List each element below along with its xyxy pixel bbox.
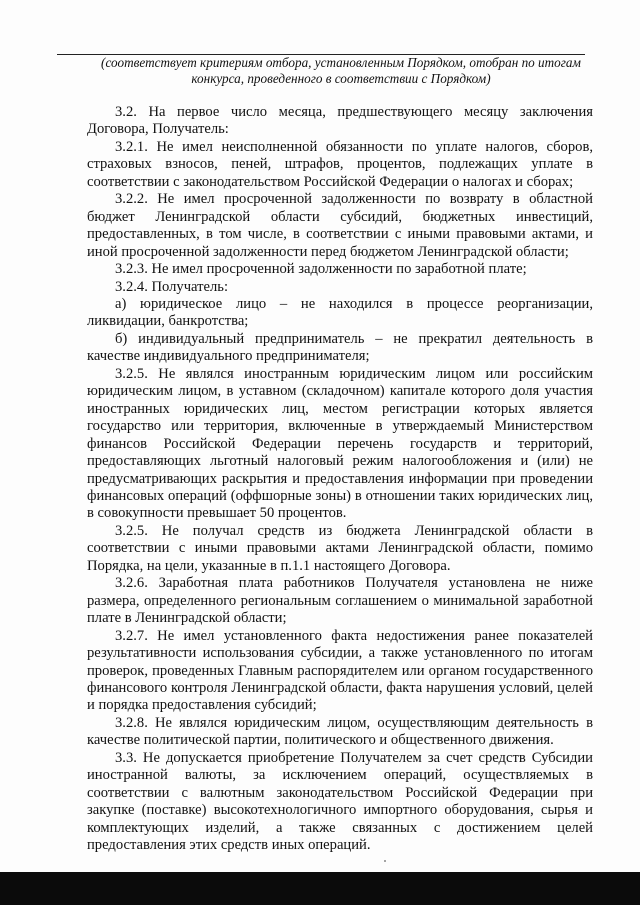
scan-bottom-edge [0,872,640,905]
clause-3-2-2: 3.2.2. Не имел просроченной задолженности по возврату в областной бюджет Ленинградской области субсидий, бюджетных инвестиций, предоставленных, в том числе, в соответствии с иными правовыми актами, и иной просроченной задолженности перед бюджетом Ленинградской области; [87,191,593,260]
header-note [57,55,625,87]
clause-3-2: 3.2. На первое число месяца, предшествующего месяцу заключения Договора, Получатель: [87,104,593,138]
header-note-line-1: (соответствует критериям отбора, установленным Порядком, отобран по итогам [101,55,581,70]
clause-3-3: 3.3. Не допускается приобретение Получателем за счет средств Субсидии иностранной валюты, за исключением операций, осуществляемых в соответствии с валютным законодательством Российской Федерации при закупке (поставке) высокотехнологичного импортного оборудования, сырья и комплектующих изделий, а также связанных с достижением целей предоставления этих средств иных операций. [87,749,593,854]
clause-3-2-1: 3.2.1. Не имел неисполненной обязанности по уплате налогов, сборов, страховых взносов, пеней, штрафов, процентов, подлежащих уплате в соответствии с законодательством Российской Федерации о налогах и сборах; [87,138,593,190]
clause-3-2-8: 3.2.8. Не являлся юридическим лицом, осуществляющим деятельность в качестве политической партии, политического и общественного движения. [87,714,593,749]
clause-3-2-4-a: а) юридическое лицо – не находился в процессе реорганизации, ликвидации, банкротства; [87,295,593,330]
header-note-line-2: конкурса, проведенного в соответствии с Порядком) [191,71,491,86]
clause-3-2-3: 3.2.3. Не имел просроченной задолженности по заработной плате; [115,261,527,278]
clause-3-2-4: 3.2.4. Получатель: [115,278,228,295]
clause-3-2-5-second: 3.2.5. Не получал средств из бюджета Ленинградской области в соответствии с иными правовыми актами Ленинградской области, помимо Порядка, на цели, указанные в п.1.1 настоящего Договора. [87,522,593,574]
clause-3-2-4-b: б) индивидуальный предприниматель – не прекратил деятельность в качестве индивидуального предпринимателя; [87,330,593,365]
clause-3-2-7: 3.2.7. Не имел установленного факта недостижения ранее показателей результативности использования субсидии, а также установленного по итогам проверок, проведенных Главным распорядителем или органом государственного финансового контроля Ленинградской области, факта нарушения условий, целей и порядка предоставления субсидий; [87,627,593,714]
scan-speck [384,860,386,862]
document-body [87,104,593,854]
clause-3-2-6: 3.2.6. Заработная плата работников Получателя установлена не ниже размера, определенного региональным соглашением о минимальной заработной плате в Ленинградской области; [87,575,593,627]
clause-3-2-5: 3.2.5. Не являлся иностранным юридическим лицом или российским юридическим лицом, в уставном (складочном) капитале которого доля участия иностранных юридических лиц, местом регистрации которых является государство или территория, включенные в утверждаемый Министерством финансов Российской Федерации перечень государств и территорий, предоставляющих льготный налоговый режим налогообложения и (или) не предусматривающих раскрытия и предоставления информации при проведении финансовых операций (оффшорные зоны) в отношении таких юридических лиц, в совокупности превышает 50 процентов. [87,365,593,522]
